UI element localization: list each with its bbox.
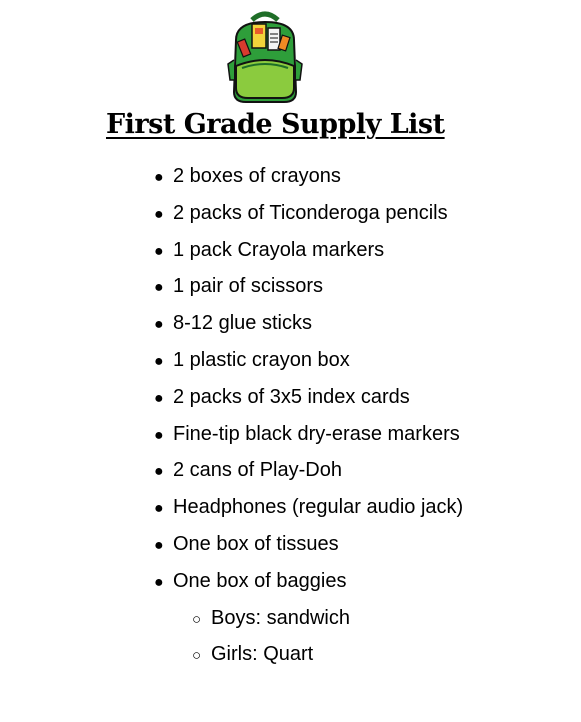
list-item <box>154 526 463 563</box>
list-item <box>154 452 463 489</box>
sub-list-item-text: Girls: Quart <box>211 643 314 666</box>
list-item <box>154 268 463 305</box>
list-item-text: 2 packs of 3x5 index cards <box>173 385 410 408</box>
list-item <box>154 305 463 342</box>
bullet-icon: ● <box>154 279 164 297</box>
bullet-icon: ● <box>154 573 164 591</box>
bullet-icon: ● <box>154 205 164 223</box>
baggies-sub-list <box>154 600 463 674</box>
list-item <box>154 563 463 600</box>
list-item-text: 2 packs of Ticonderoga pencils <box>173 201 448 224</box>
bullet-icon: ● <box>154 169 164 186</box>
bullet-icon: ● <box>154 242 164 260</box>
bullet-icon: ● <box>154 463 164 481</box>
backpack-icon <box>222 10 308 106</box>
bullet-icon: ● <box>154 316 164 334</box>
list-item <box>154 232 463 269</box>
list-item <box>154 489 463 526</box>
hollow-bullet-icon: ○ <box>192 610 202 628</box>
list-item-text: 2 boxes of crayons <box>173 165 341 187</box>
list-item <box>154 195 463 232</box>
bullet-icon: ● <box>154 352 164 370</box>
bullet-icon: ● <box>154 500 164 518</box>
list-item-text: One box of tissues <box>173 532 339 555</box>
list-item <box>154 379 463 416</box>
bullet-icon: ● <box>154 389 164 407</box>
list-item <box>154 342 463 379</box>
baggies-sub-list-wrapper <box>154 600 463 674</box>
list-item-text: Fine-tip black dry-erase markers <box>173 422 460 445</box>
sub-list-item-text: Boys: sandwich <box>211 606 350 629</box>
list-item-text: 1 plastic crayon box <box>173 348 350 371</box>
supply-list <box>154 158 463 673</box>
hollow-bullet-icon: ○ <box>192 647 202 665</box>
list-item <box>154 416 463 453</box>
list-item-text: 8-12 glue sticks <box>173 312 312 335</box>
sub-list-item <box>192 636 463 673</box>
bullet-icon: ● <box>154 536 164 554</box>
list-item-text: One box of baggies <box>173 569 347 592</box>
sub-list-item <box>192 600 463 637</box>
list-item <box>154 158 463 195</box>
page-title: First Grade Supply List <box>106 109 445 140</box>
list-item-text: 2 cans of Play-Doh <box>173 459 342 482</box>
list-item-text: Headphones (regular audio jack) <box>173 496 464 519</box>
list-item-text: 1 pack Crayola markers <box>173 238 385 261</box>
list-item-text: 1 pair of scissors <box>173 275 324 298</box>
bullet-icon: ● <box>154 426 164 444</box>
